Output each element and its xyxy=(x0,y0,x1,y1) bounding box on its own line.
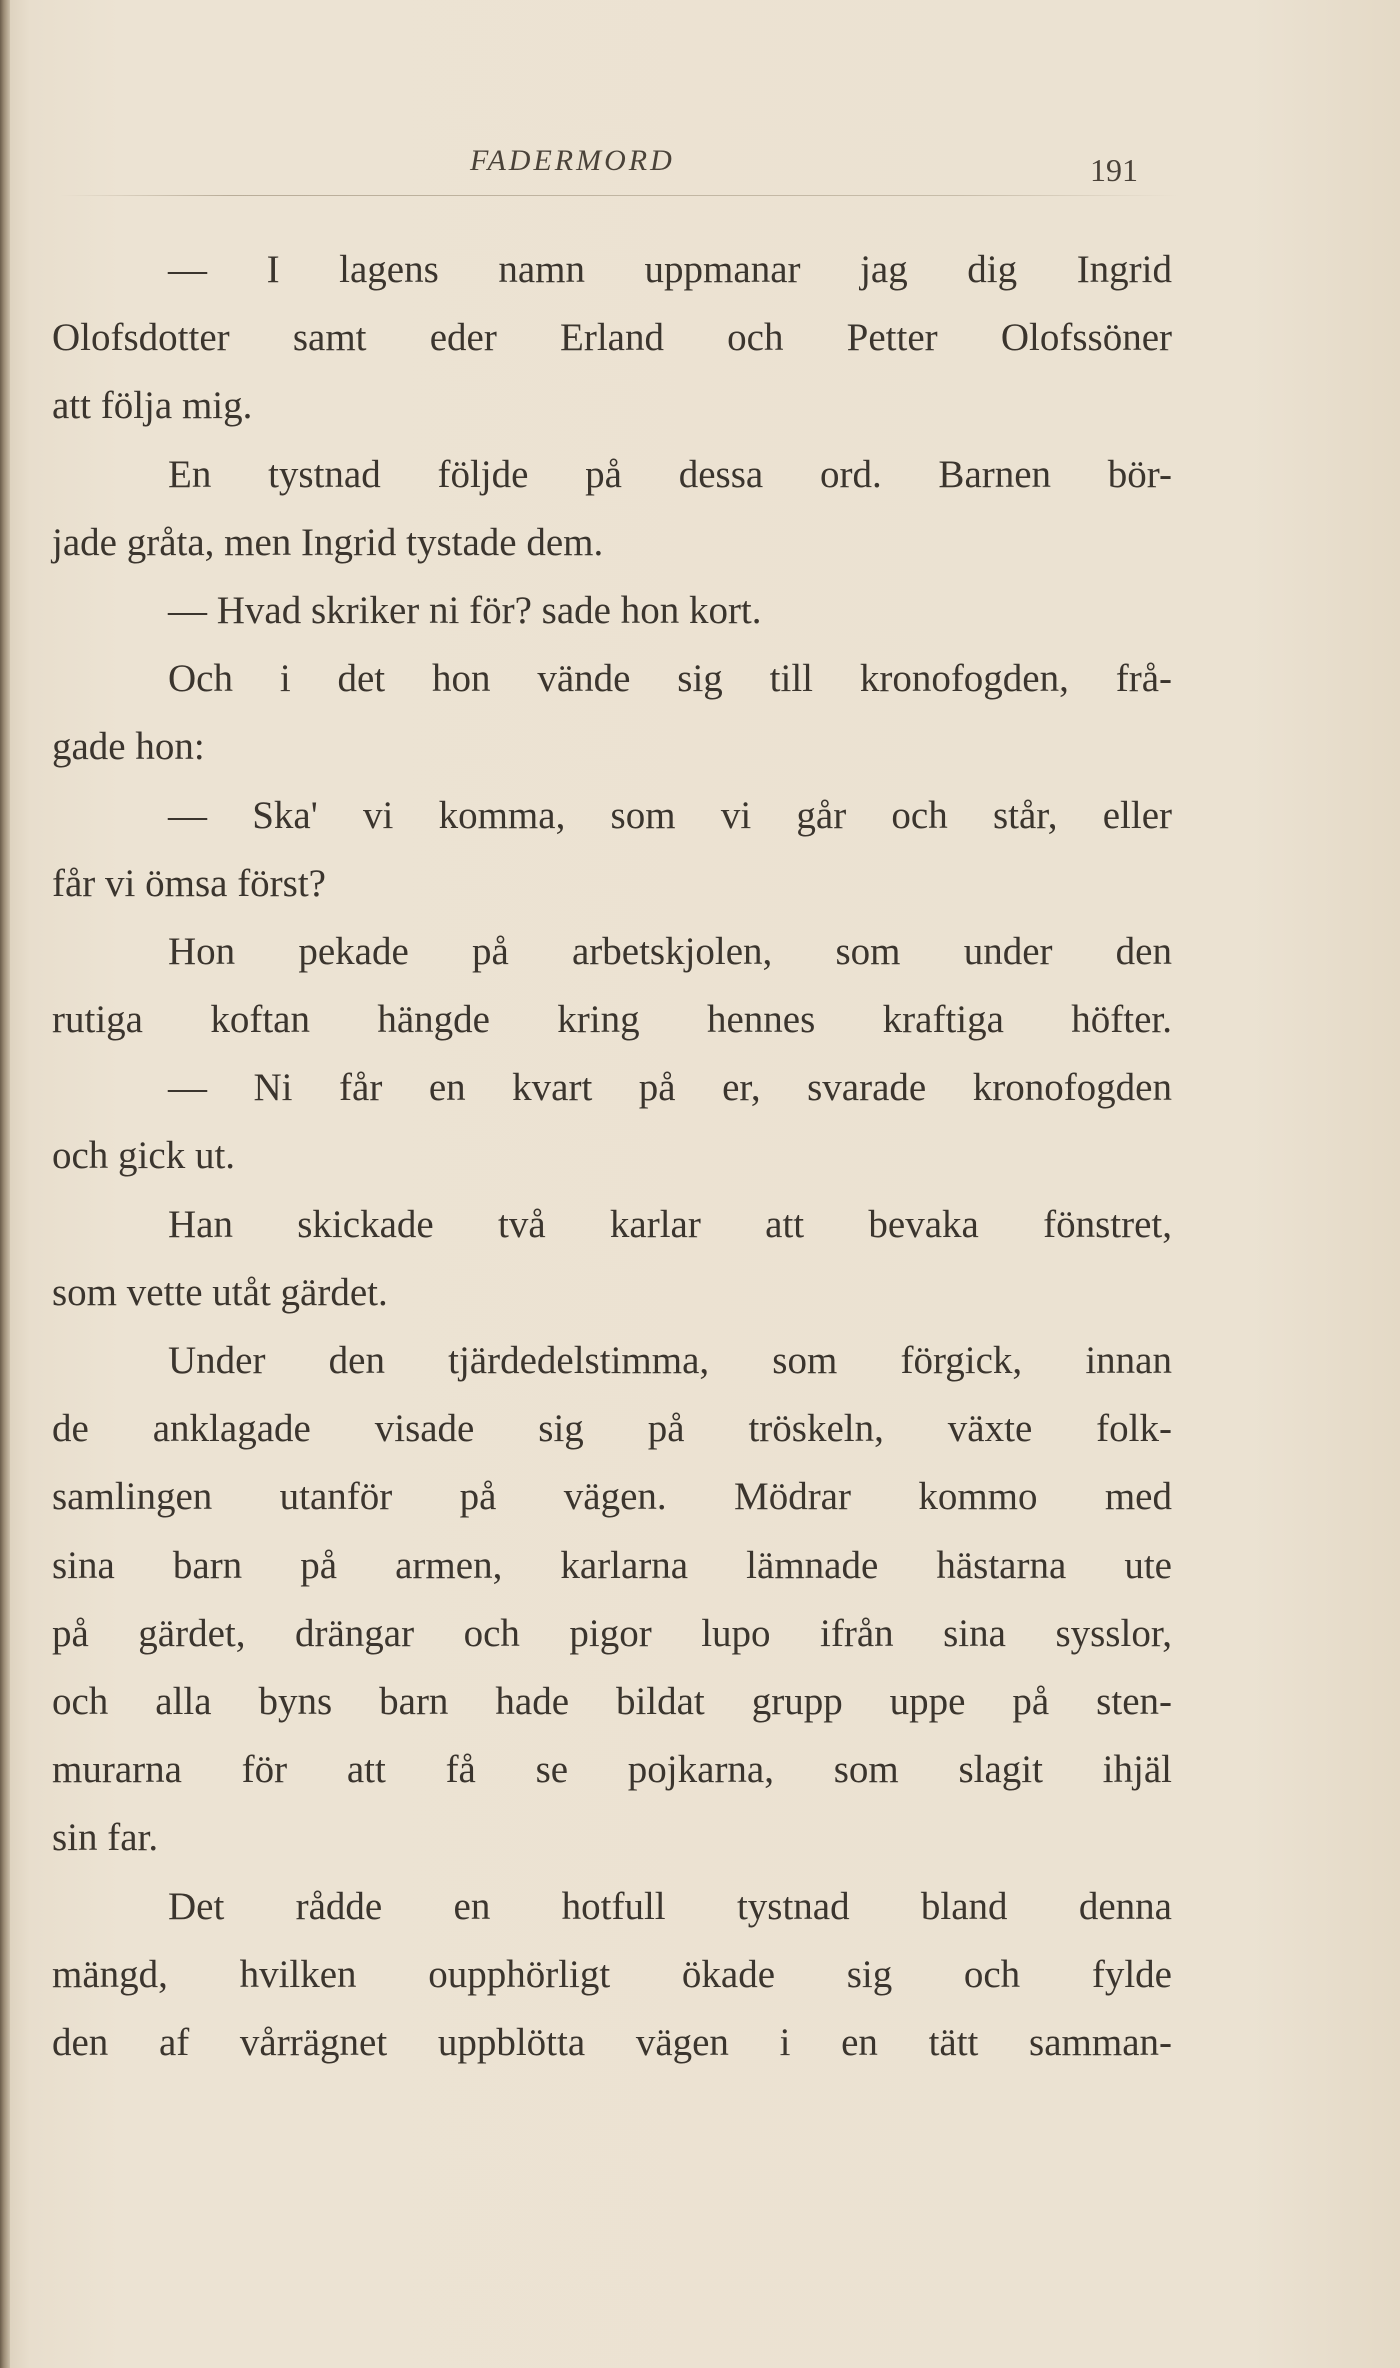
text-line: En tystnad följde på dessa ord. Barnen bör- xyxy=(168,452,1172,496)
text-line: den af vårrägnet uppblötta vägen i en tätt samman- xyxy=(52,2020,1172,2064)
page-binding-edge xyxy=(0,0,10,2368)
body-text xyxy=(52,236,1172,2077)
text-line: Han skickade två karlar att bevaka fönstret, xyxy=(168,1202,1172,1246)
text-line: och gick ut. xyxy=(52,1134,236,1178)
text-line: de anklagade visade sig på tröskeln, växte folk- xyxy=(52,1407,1172,1451)
header-rule xyxy=(60,195,1180,196)
text-line: Det rådde en hotfull tystnad bland denna xyxy=(168,1884,1172,1928)
page-header xyxy=(0,140,1400,200)
text-line: Och i det hon vände sig till kronofogden, frå- xyxy=(168,657,1172,701)
text-line: sina barn på armen, karlarna lämnade hästarna ute xyxy=(52,1543,1172,1587)
text-line: rutiga koftan hängde kring hennes kraftiga höfter. xyxy=(52,998,1172,1042)
text-line: gade hon: xyxy=(52,725,205,769)
text-line: Olofsdotter samt eder Erland och Petter Olofssöner xyxy=(52,316,1172,360)
page-number: 191 xyxy=(1090,152,1138,188)
text-line: som vette utåt gärdet. xyxy=(52,1270,388,1314)
text-line: — I lagens namn uppmanar jag dig Ingrid xyxy=(168,248,1172,291)
text-line: — Hvad skriker ni för? sade hon kort. xyxy=(168,588,762,632)
text-line: på gärdet, drängar och pigor lupo ifrån sina sysslor, xyxy=(52,1611,1172,1655)
text-line: Under den tjärdedelstimma, som förgick, innan xyxy=(168,1339,1172,1382)
text-line: att följa mig. xyxy=(52,384,253,428)
text-line: — Ska' vi komma, som vi går och står, eller xyxy=(168,793,1172,837)
text-line: — Ni får en kvart på er, svarade kronofogden xyxy=(168,1066,1172,1110)
text-line: sin far. xyxy=(52,1816,159,1860)
text-line: samlingen utanför på vägen. Mödrar kommo med xyxy=(52,1475,1172,1519)
text-line: får vi ömsa först? xyxy=(52,861,326,905)
text-line: murarna för att få se pojkarna, som slagit ihjäl xyxy=(52,1748,1172,1792)
text-line: Hon pekade på arbetskjolen, som under den xyxy=(168,929,1172,973)
running-title: FADERMORD xyxy=(470,144,675,177)
text-line: och alla byns barn hade bildat grupp uppe på sten- xyxy=(52,1679,1172,1723)
text-line: jade gråta, men Ingrid tystade dem. xyxy=(52,520,604,564)
text-line: mängd, hvilken oupphörligt ökade sig och fylde xyxy=(52,1952,1172,1996)
